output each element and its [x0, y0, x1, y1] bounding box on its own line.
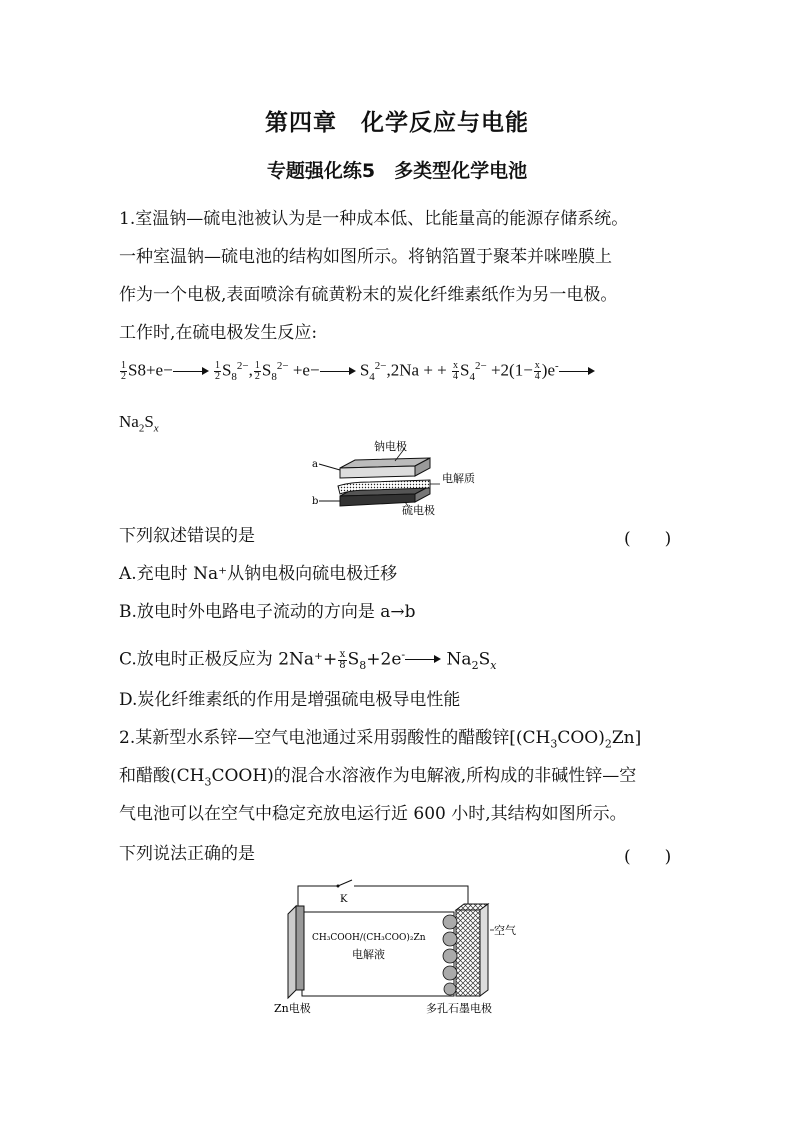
switch-contact	[337, 885, 340, 888]
q1-stem: 下列叙述错误的是	[119, 526, 255, 546]
label-a: a	[312, 459, 318, 470]
label-zn-electrode: Zn电极	[274, 1002, 311, 1015]
q1-option-a: A.充电时 Na⁺从钠电极向硫电极迁移	[119, 564, 398, 584]
label-electrolyte: 电解质	[442, 472, 475, 485]
fraction: $\frac{1}{2}$	[214, 360, 220, 383]
q1-option-d: D.炭化纤维素纸的作用是增强硫电极导电性能	[119, 690, 461, 710]
q2-line-3: 气电池可以在空气中稳定充放电运行近 600 小时,其结构如图所示。	[119, 804, 627, 824]
q1-line-3: 作为一个电极,表面喷涂有硫黄粉末的炭化纤维素纸作为另一电极。	[119, 285, 618, 305]
fraction: $\frac{1}{2}$	[254, 360, 260, 383]
q2-line-1: 2.某新型水系锌—空气电池通过采用弱酸性的醋酸锌$[(CH_3COO)_2Zn]$	[119, 728, 642, 751]
label-solution: CH₃COOH/(CH₃COO)₂Zn	[312, 933, 426, 943]
q1-option-c: C.放电时正极反应为 2Na⁺+ $\frac{x}{8}$ $S_8+2e^-$ $Na_2S_x$	[119, 648, 497, 673]
label-s-electrode: 硫电极	[402, 504, 435, 517]
sodium-electrode-front	[340, 466, 415, 478]
label-na-electrode: 钠电极	[374, 440, 407, 453]
air-bubble	[443, 932, 457, 946]
reaction-arrow	[405, 655, 441, 665]
fraction: $\frac{x}{4}$	[534, 360, 540, 383]
graphite-electrode-side	[480, 904, 488, 996]
q1-equation: $\frac{1}{2}$ S8+e− $\frac{1}{2}$ $S_8^{2-}$, $\frac{1}{2}$ $S_8^{2-} +e- S_4^{2-},2Na$ + + $\frac{x}{4}$ $S_4^{2-} +2(1-$ $\frac{x}{4}$ )e-	[119, 360, 595, 383]
q1-option-b: B.放电时外电路电子流动的方向是 a→b	[119, 602, 416, 622]
reaction-arrow	[320, 367, 356, 377]
q1-equation-product: $Na_2S_x$	[119, 412, 159, 435]
wire-right	[354, 886, 468, 906]
q1-line-1: 1.室温钠—硫电池被认为是一种成本低、比能量高的能源存储系统。	[119, 209, 629, 229]
label-graphite-electrode: 多孔石墨电极	[426, 1002, 492, 1015]
fraction: $\frac{1}{2}$	[121, 360, 126, 383]
reaction-arrow	[559, 367, 595, 377]
zn-electrode-side	[288, 906, 296, 998]
q1-answer-paren: ( )	[624, 529, 672, 549]
zn-air-battery-figure	[268, 878, 528, 1018]
q2-answer-paren: ( )	[624, 847, 672, 867]
section-title: 专题强化练5 多类型化学电池	[266, 160, 528, 182]
fraction: $\frac{x}{4}$	[453, 360, 459, 383]
q1-line-2: 一种室温钠—硫电池的结构如图所示。将钠箔置于聚苯并咪唑膜上	[119, 247, 612, 267]
air-bubble	[443, 915, 457, 929]
label-electrolyte: 电解液	[352, 948, 385, 961]
air-bubble	[443, 966, 457, 980]
graphite-electrode	[456, 910, 480, 996]
lead-a	[319, 464, 340, 470]
switch-k	[338, 880, 352, 886]
air-bubble	[444, 983, 456, 995]
label-air: 空气	[494, 924, 516, 937]
zn-electrode	[296, 906, 304, 990]
reaction-arrow	[173, 367, 209, 377]
chapter-title: 第四章 化学反应与电能	[265, 110, 529, 136]
q2-line-2: 和醋酸$(CH_3COOH)$的混合水溶液作为电解液,所构成的非碱性锌—空	[119, 766, 637, 789]
label-switch: K	[340, 894, 348, 905]
q1-line-4: 工作时,在硫电极发生反应:	[119, 323, 318, 343]
q2-stem: 下列说法正确的是	[119, 844, 255, 864]
air-bubble	[443, 949, 457, 963]
na-s-battery-figure	[310, 438, 490, 518]
label-b: b	[312, 496, 319, 507]
fraction: $\frac{x}{8}$	[339, 648, 346, 671]
